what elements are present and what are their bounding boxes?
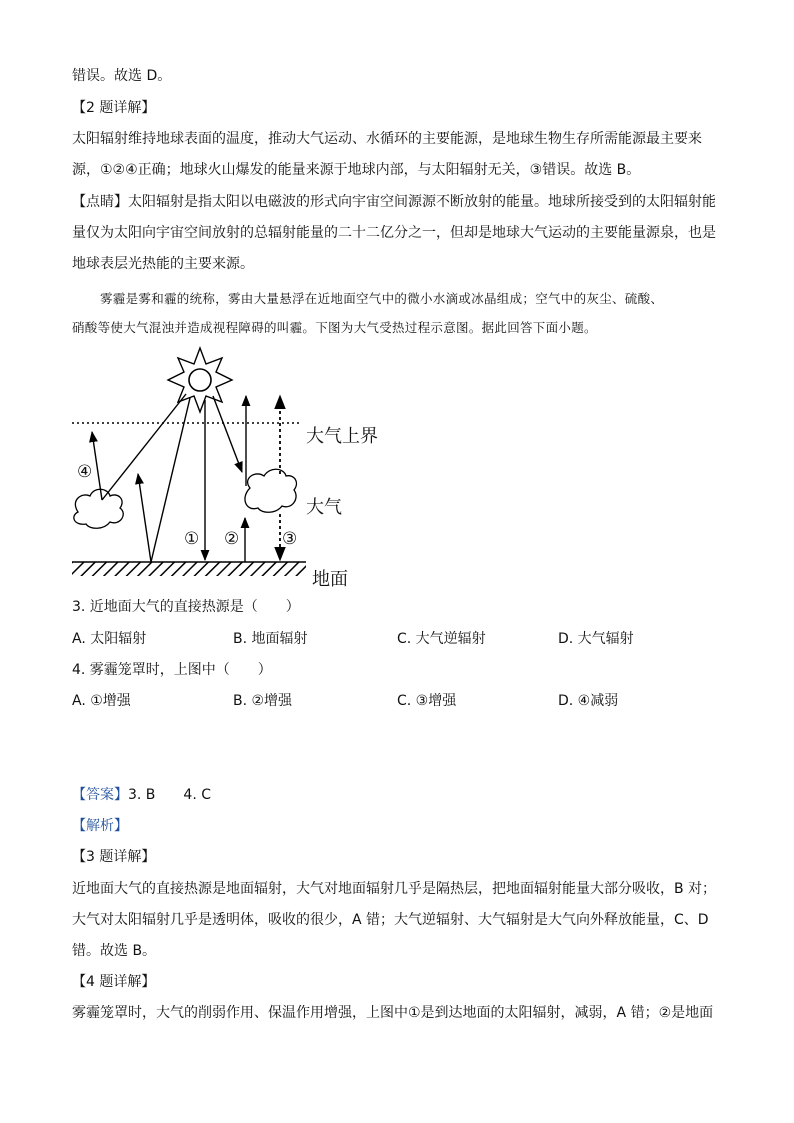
text-line: 错误。故选 D。 bbox=[72, 68, 172, 84]
q4-option-d[interactable]: D. ④减弱 bbox=[558, 693, 619, 709]
text-line: 量仅为太阳向宇宙空间放射的总辐射能量的二十二亿分之一，但却是地球大气运动的主要能量源泉，也是 bbox=[72, 225, 716, 241]
text-line: 雾霾笼罩时，大气的削弱作用、保温作用增强，上图中①是到达地面的太阳辐射，减弱，A 错；②是地面 bbox=[72, 1005, 714, 1021]
label-3: ③ bbox=[282, 529, 298, 549]
text-line: 近地面大气的直接热源是地面辐射，大气对地面辐射几乎是隔热层，把地面辐射能量大部分吸收，B 对； bbox=[72, 881, 717, 897]
q4-option-a[interactable]: A. ①增强 bbox=[72, 693, 131, 709]
section-heading-2: 【2 题详解】 bbox=[72, 100, 156, 116]
analysis-label: 【解析】 bbox=[72, 818, 128, 834]
q3-option-b[interactable]: B. 地面辐射 bbox=[233, 631, 308, 647]
label-ground: 地面 bbox=[312, 569, 348, 590]
text-line: 太阳辐射维持地球表面的温度，推动大气运动、水循环的主要能源，是地球生物生存所需能源最主要来 bbox=[72, 131, 702, 147]
label-1: ① bbox=[184, 529, 200, 549]
q4-option-b[interactable]: B. ②增强 bbox=[233, 693, 293, 709]
cloud-left bbox=[74, 489, 123, 528]
text-line: 错。故选 B。 bbox=[72, 943, 157, 959]
label-2: ② bbox=[224, 529, 240, 549]
sun-icon bbox=[168, 348, 232, 412]
intro-line: 硝酸等使大气混浊并造成视程障碍的叫霾。下图为大气受热过程示意图。据此回答下面小题。 bbox=[72, 320, 597, 335]
question-4-stem: 4. 雾霾笼罩时，上图中（ ） bbox=[72, 662, 272, 678]
key-point-line: 【点睛】太阳辐射是指太阳以电磁波的形式向宇宙空间源源不断放射的能量。地球所接受到的太阳辐射能 bbox=[72, 194, 716, 210]
section-heading-4: 【4 题详解】 bbox=[72, 974, 156, 990]
ground-hatch bbox=[72, 562, 306, 576]
q3-option-d[interactable]: D. 大气辐射 bbox=[558, 631, 634, 647]
intro-line: 雾霾是雾和霾的统称，雾由大量悬浮在近地面空气中的微小水滴或冰晶组成；空气中的灰尘、硫酸、 bbox=[100, 291, 664, 306]
question-3-stem: 3. 近地面大气的直接热源是（ ） bbox=[72, 599, 300, 615]
text-line: 大气对太阳辐射几乎是透明体，吸收的很少，A 错；大气逆辐射、大气辐射是大气向外释放能量，C、D bbox=[72, 912, 709, 928]
answer-line bbox=[72, 785, 211, 805]
q3-option-c[interactable]: C. 大气逆辐射 bbox=[397, 631, 486, 647]
cloud-right bbox=[245, 469, 296, 512]
text-line: 源，①②④正确；地球火山爆发的能量来源于地球内部，与太阳辐射无关，③错误。故选 B。 bbox=[72, 162, 641, 178]
answer-label: 【答案】 bbox=[72, 787, 128, 803]
q4-option-c[interactable]: C. ③增强 bbox=[397, 693, 457, 709]
label-atmosphere-top: 大气上界 bbox=[306, 426, 378, 447]
label-atmosphere: 大气 bbox=[306, 497, 342, 518]
text-line: 地球表层光热能的主要来源。 bbox=[72, 256, 254, 272]
q3-option-a[interactable]: A. 太阳辐射 bbox=[72, 631, 147, 647]
answer-value: 3. B 4. C bbox=[128, 787, 211, 803]
label-4: ④ bbox=[77, 462, 93, 482]
section-heading-3: 【3 题详解】 bbox=[72, 849, 156, 865]
